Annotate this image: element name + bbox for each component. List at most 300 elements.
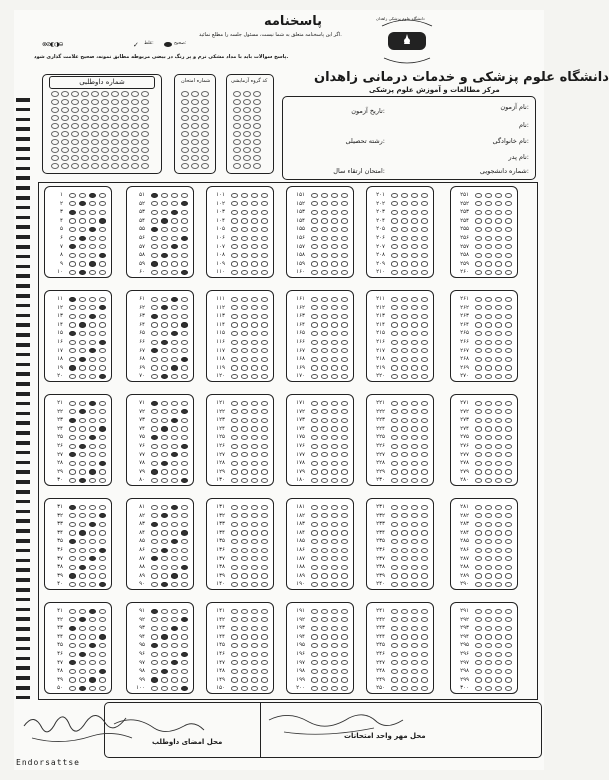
answer-bubble[interactable] xyxy=(391,435,398,440)
answer-bubble[interactable] xyxy=(311,522,318,527)
answer-bubble[interactable] xyxy=(161,686,168,691)
answer-bubble[interactable] xyxy=(411,565,418,570)
answer-bubble[interactable] xyxy=(401,505,408,510)
answer-bubble[interactable] xyxy=(311,444,318,449)
answer-bubble[interactable] xyxy=(171,556,178,561)
answer-bubble[interactable] xyxy=(475,461,482,466)
answer-bubble[interactable] xyxy=(69,617,76,622)
answer-bubble[interactable] xyxy=(89,297,96,302)
answer-bubble[interactable] xyxy=(495,340,502,345)
answer-bubble[interactable] xyxy=(181,340,188,345)
answer-bubble[interactable] xyxy=(505,461,512,466)
answer-bubble[interactable] xyxy=(401,244,408,249)
answer-bubble[interactable] xyxy=(231,634,238,639)
answer-bubble[interactable] xyxy=(99,582,106,587)
answer-bubble[interactable] xyxy=(171,261,178,266)
answer-bubble[interactable] xyxy=(411,331,418,336)
answer-bubble[interactable] xyxy=(161,401,168,406)
id-bubble[interactable] xyxy=(201,147,209,153)
answer-bubble[interactable] xyxy=(331,461,338,466)
answer-bubble[interactable] xyxy=(89,331,96,336)
answer-bubble[interactable] xyxy=(89,314,96,319)
answer-bubble[interactable] xyxy=(251,253,258,258)
id-bubble[interactable] xyxy=(71,163,79,169)
answer-bubble[interactable] xyxy=(99,556,106,561)
answer-bubble[interactable] xyxy=(321,556,328,561)
answer-bubble[interactable] xyxy=(401,218,408,223)
id-bubble[interactable] xyxy=(191,91,199,97)
id-bubble[interactable] xyxy=(91,107,99,113)
answer-bubble[interactable] xyxy=(391,270,398,275)
id-bubble[interactable] xyxy=(91,147,99,153)
answer-bubble[interactable] xyxy=(181,426,188,431)
answer-bubble[interactable] xyxy=(485,573,492,578)
answer-bubble[interactable] xyxy=(261,548,268,553)
answer-bubble[interactable] xyxy=(151,193,158,198)
answer-bubble[interactable] xyxy=(181,677,188,682)
answer-bubble[interactable] xyxy=(151,452,158,457)
answer-bubble[interactable] xyxy=(151,478,158,483)
answer-bubble[interactable] xyxy=(391,297,398,302)
id-bubble[interactable] xyxy=(253,147,261,153)
answer-bubble[interactable] xyxy=(421,444,428,449)
id-bubble[interactable] xyxy=(233,155,241,161)
answer-bubble[interactable] xyxy=(311,652,318,657)
answer-bubble[interactable] xyxy=(321,314,328,319)
answer-bubble[interactable] xyxy=(485,686,492,691)
answer-bubble[interactable] xyxy=(391,548,398,553)
answer-bubble[interactable] xyxy=(341,565,348,570)
answer-bubble[interactable] xyxy=(261,530,268,535)
answer-bubble[interactable] xyxy=(181,643,188,648)
id-bubble[interactable] xyxy=(243,131,251,137)
answer-bubble[interactable] xyxy=(181,218,188,223)
answer-bubble[interactable] xyxy=(171,617,178,622)
answer-bubble[interactable] xyxy=(241,505,248,510)
answer-bubble[interactable] xyxy=(89,522,96,527)
answer-bubble[interactable] xyxy=(331,478,338,483)
answer-bubble[interactable] xyxy=(495,617,502,622)
answer-bubble[interactable] xyxy=(89,452,96,457)
answer-bubble[interactable] xyxy=(331,210,338,215)
answer-bubble[interactable] xyxy=(241,513,248,518)
answer-bubble[interactable] xyxy=(475,253,482,258)
answer-bubble[interactable] xyxy=(251,617,258,622)
answer-bubble[interactable] xyxy=(411,297,418,302)
answer-bubble[interactable] xyxy=(89,253,96,258)
answer-bubble[interactable] xyxy=(411,461,418,466)
answer-bubble[interactable] xyxy=(321,539,328,544)
answer-bubble[interactable] xyxy=(311,236,318,241)
answer-bubble[interactable] xyxy=(391,565,398,570)
answer-bubble[interactable] xyxy=(69,340,76,345)
answer-bubble[interactable] xyxy=(99,270,106,275)
answer-bubble[interactable] xyxy=(251,297,258,302)
id-bubble[interactable] xyxy=(243,123,251,129)
answer-bubble[interactable] xyxy=(151,652,158,657)
answer-bubble[interactable] xyxy=(391,530,398,535)
answer-bubble[interactable] xyxy=(89,548,96,553)
answer-bubble[interactable] xyxy=(421,270,428,275)
answer-bubble[interactable] xyxy=(321,565,328,570)
answer-bubble[interactable] xyxy=(181,626,188,631)
answer-bubble[interactable] xyxy=(331,201,338,206)
answer-bubble[interactable] xyxy=(151,548,158,553)
answer-bubble[interactable] xyxy=(411,305,418,310)
answer-bubble[interactable] xyxy=(485,374,492,379)
answer-bubble[interactable] xyxy=(401,444,408,449)
id-bubble[interactable] xyxy=(253,123,261,129)
answer-bubble[interactable] xyxy=(485,582,492,587)
answer-bubble[interactable] xyxy=(321,573,328,578)
answer-bubble[interactable] xyxy=(331,244,338,249)
id-bubble[interactable] xyxy=(253,107,261,113)
answer-bubble[interactable] xyxy=(251,418,258,423)
answer-bubble[interactable] xyxy=(411,227,418,232)
answer-bubble[interactable] xyxy=(401,322,408,327)
answer-bubble[interactable] xyxy=(505,409,512,414)
answer-bubble[interactable] xyxy=(331,374,338,379)
answer-bubble[interactable] xyxy=(79,609,86,614)
answer-bubble[interactable] xyxy=(421,314,428,319)
answer-bubble[interactable] xyxy=(321,522,328,527)
answer-bubble[interactable] xyxy=(495,409,502,414)
answer-bubble[interactable] xyxy=(261,556,268,561)
answer-bubble[interactable] xyxy=(171,582,178,587)
answer-bubble[interactable] xyxy=(79,340,86,345)
answer-bubble[interactable] xyxy=(251,331,258,336)
answer-bubble[interactable] xyxy=(261,409,268,414)
answer-bubble[interactable] xyxy=(475,522,482,527)
answer-bubble[interactable] xyxy=(99,409,106,414)
answer-bubble[interactable] xyxy=(401,609,408,614)
answer-bubble[interactable] xyxy=(171,357,178,362)
answer-bubble[interactable] xyxy=(475,686,482,691)
answer-bubble[interactable] xyxy=(231,261,238,266)
id-bubble[interactable] xyxy=(101,139,109,145)
answer-bubble[interactable] xyxy=(391,374,398,379)
answer-bubble[interactable] xyxy=(79,469,86,474)
answer-bubble[interactable] xyxy=(421,418,428,423)
answer-bubble[interactable] xyxy=(181,609,188,614)
answer-bubble[interactable] xyxy=(341,478,348,483)
answer-bubble[interactable] xyxy=(401,452,408,457)
answer-bubble[interactable] xyxy=(411,426,418,431)
answer-bubble[interactable] xyxy=(171,478,178,483)
answer-bubble[interactable] xyxy=(485,261,492,266)
answer-bubble[interactable] xyxy=(475,365,482,370)
answer-bubble[interactable] xyxy=(171,297,178,302)
answer-bubble[interactable] xyxy=(341,522,348,527)
answer-bubble[interactable] xyxy=(89,244,96,249)
answer-bubble[interactable] xyxy=(475,236,482,241)
id-bubble[interactable] xyxy=(253,115,261,121)
answer-bubble[interactable] xyxy=(411,522,418,527)
answer-bubble[interactable] xyxy=(171,331,178,336)
answer-bubble[interactable] xyxy=(331,686,338,691)
answer-bubble[interactable] xyxy=(231,626,238,631)
answer-bubble[interactable] xyxy=(331,522,338,527)
answer-bubble[interactable] xyxy=(485,634,492,639)
answer-bubble[interactable] xyxy=(241,478,248,483)
answer-bubble[interactable] xyxy=(89,444,96,449)
answer-bubble[interactable] xyxy=(69,218,76,223)
id-bubble[interactable] xyxy=(243,115,251,121)
answer-bubble[interactable] xyxy=(99,444,106,449)
answer-bubble[interactable] xyxy=(341,435,348,440)
answer-bubble[interactable] xyxy=(241,660,248,665)
answer-bubble[interactable] xyxy=(485,418,492,423)
answer-bubble[interactable] xyxy=(181,348,188,353)
answer-bubble[interactable] xyxy=(391,305,398,310)
answer-bubble[interactable] xyxy=(321,305,328,310)
answer-bubble[interactable] xyxy=(321,418,328,423)
answer-bubble[interactable] xyxy=(171,539,178,544)
answer-bubble[interactable] xyxy=(321,634,328,639)
answer-bubble[interactable] xyxy=(411,236,418,241)
id-bubble[interactable] xyxy=(141,163,149,169)
id-bubble[interactable] xyxy=(71,115,79,121)
answer-bubble[interactable] xyxy=(231,348,238,353)
answer-bubble[interactable] xyxy=(331,452,338,457)
answer-bubble[interactable] xyxy=(321,270,328,275)
answer-bubble[interactable] xyxy=(341,418,348,423)
answer-bubble[interactable] xyxy=(231,418,238,423)
answer-bubble[interactable] xyxy=(241,418,248,423)
answer-bubble[interactable] xyxy=(331,331,338,336)
answer-bubble[interactable] xyxy=(401,331,408,336)
answer-bubble[interactable] xyxy=(475,573,482,578)
id-bubble[interactable] xyxy=(181,91,189,97)
answer-bubble[interactable] xyxy=(421,469,428,474)
answer-bubble[interactable] xyxy=(495,193,502,198)
answer-bubble[interactable] xyxy=(411,478,418,483)
answer-bubble[interactable] xyxy=(311,643,318,648)
answer-bubble[interactable] xyxy=(421,556,428,561)
answer-bubble[interactable] xyxy=(99,565,106,570)
answer-bubble[interactable] xyxy=(341,505,348,510)
answer-bubble[interactable] xyxy=(311,322,318,327)
answer-bubble[interactable] xyxy=(341,469,348,474)
answer-bubble[interactable] xyxy=(99,210,106,215)
answer-bubble[interactable] xyxy=(151,418,158,423)
answer-bubble[interactable] xyxy=(231,322,238,327)
answer-bubble[interactable] xyxy=(505,270,512,275)
answer-bubble[interactable] xyxy=(311,409,318,414)
answer-bubble[interactable] xyxy=(161,426,168,431)
answer-bubble[interactable] xyxy=(321,340,328,345)
id-bubble[interactable] xyxy=(121,123,129,129)
answer-bubble[interactable] xyxy=(311,401,318,406)
answer-bubble[interactable] xyxy=(151,686,158,691)
answer-bubble[interactable] xyxy=(231,227,238,232)
answer-bubble[interactable] xyxy=(421,193,428,198)
answer-bubble[interactable] xyxy=(79,322,86,327)
answer-bubble[interactable] xyxy=(341,556,348,561)
answer-bubble[interactable] xyxy=(181,469,188,474)
answer-bubble[interactable] xyxy=(69,469,76,474)
answer-bubble[interactable] xyxy=(89,478,96,483)
answer-bubble[interactable] xyxy=(391,461,398,466)
answer-bubble[interactable] xyxy=(151,409,158,414)
answer-bubble[interactable] xyxy=(241,297,248,302)
answer-bubble[interactable] xyxy=(231,218,238,223)
answer-bubble[interactable] xyxy=(79,582,86,587)
answer-bubble[interactable] xyxy=(495,236,502,241)
answer-bubble[interactable] xyxy=(251,452,258,457)
answer-bubble[interactable] xyxy=(181,573,188,578)
answer-bubble[interactable] xyxy=(391,660,398,665)
answer-bubble[interactable] xyxy=(261,686,268,691)
answer-bubble[interactable] xyxy=(89,609,96,614)
id-bubble[interactable] xyxy=(101,99,109,105)
answer-bubble[interactable] xyxy=(311,548,318,553)
answer-bubble[interactable] xyxy=(251,261,258,266)
answer-bubble[interactable] xyxy=(89,582,96,587)
answer-bubble[interactable] xyxy=(311,686,318,691)
answer-bubble[interactable] xyxy=(99,365,106,370)
answer-bubble[interactable] xyxy=(505,193,512,198)
answer-bubble[interactable] xyxy=(261,609,268,614)
answer-bubble[interactable] xyxy=(321,218,328,223)
answer-bubble[interactable] xyxy=(231,609,238,614)
answer-bubble[interactable] xyxy=(391,573,398,578)
answer-bubble[interactable] xyxy=(161,227,168,232)
answer-bubble[interactable] xyxy=(151,539,158,544)
id-bubble[interactable] xyxy=(201,91,209,97)
answer-bubble[interactable] xyxy=(421,626,428,631)
answer-bubble[interactable] xyxy=(421,548,428,553)
answer-bubble[interactable] xyxy=(401,253,408,258)
answer-bubble[interactable] xyxy=(161,513,168,518)
answer-bubble[interactable] xyxy=(505,305,512,310)
answer-bubble[interactable] xyxy=(171,365,178,370)
answer-bubble[interactable] xyxy=(505,660,512,665)
answer-bubble[interactable] xyxy=(89,669,96,674)
answer-bubble[interactable] xyxy=(89,322,96,327)
answer-bubble[interactable] xyxy=(241,530,248,535)
answer-bubble[interactable] xyxy=(79,331,86,336)
answer-bubble[interactable] xyxy=(391,357,398,362)
answer-bubble[interactable] xyxy=(69,565,76,570)
answer-bubble[interactable] xyxy=(495,201,502,206)
answer-bubble[interactable] xyxy=(151,609,158,614)
answer-bubble[interactable] xyxy=(411,261,418,266)
answer-bubble[interactable] xyxy=(251,348,258,353)
answer-bubble[interactable] xyxy=(69,401,76,406)
answer-bubble[interactable] xyxy=(181,669,188,674)
answer-bubble[interactable] xyxy=(69,539,76,544)
answer-bubble[interactable] xyxy=(411,530,418,535)
answer-bubble[interactable] xyxy=(391,244,398,249)
answer-bubble[interactable] xyxy=(311,340,318,345)
answer-bubble[interactable] xyxy=(485,401,492,406)
answer-bubble[interactable] xyxy=(171,660,178,665)
answer-bubble[interactable] xyxy=(505,401,512,406)
answer-bubble[interactable] xyxy=(171,626,178,631)
id-bubble[interactable] xyxy=(111,155,119,161)
answer-bubble[interactable] xyxy=(311,253,318,258)
answer-bubble[interactable] xyxy=(79,253,86,258)
answer-bubble[interactable] xyxy=(331,261,338,266)
answer-bubble[interactable] xyxy=(251,218,258,223)
answer-bubble[interactable] xyxy=(151,365,158,370)
answer-bubble[interactable] xyxy=(485,270,492,275)
answer-bubble[interactable] xyxy=(261,461,268,466)
answer-bubble[interactable] xyxy=(171,418,178,423)
id-bubble[interactable] xyxy=(243,99,251,105)
answer-bubble[interactable] xyxy=(331,582,338,587)
answer-bubble[interactable] xyxy=(231,435,238,440)
id-bubble[interactable] xyxy=(243,163,251,169)
answer-bubble[interactable] xyxy=(411,634,418,639)
answer-bubble[interactable] xyxy=(505,643,512,648)
answer-bubble[interactable] xyxy=(495,573,502,578)
answer-bubble[interactable] xyxy=(241,677,248,682)
answer-bubble[interactable] xyxy=(331,314,338,319)
answer-bubble[interactable] xyxy=(261,626,268,631)
answer-bubble[interactable] xyxy=(421,340,428,345)
answer-bubble[interactable] xyxy=(241,556,248,561)
id-bubble[interactable] xyxy=(61,107,69,113)
answer-bubble[interactable] xyxy=(261,322,268,327)
answer-bubble[interactable] xyxy=(181,253,188,258)
answer-bubble[interactable] xyxy=(79,522,86,527)
answer-bubble[interactable] xyxy=(261,348,268,353)
answer-bubble[interactable] xyxy=(231,253,238,258)
id-bubble[interactable] xyxy=(51,107,59,113)
answer-bubble[interactable] xyxy=(171,548,178,553)
answer-bubble[interactable] xyxy=(181,193,188,198)
answer-bubble[interactable] xyxy=(391,686,398,691)
answer-bubble[interactable] xyxy=(411,365,418,370)
answer-bubble[interactable] xyxy=(251,643,258,648)
id-bubble[interactable] xyxy=(121,139,129,145)
answer-bubble[interactable] xyxy=(151,634,158,639)
answer-bubble[interactable] xyxy=(181,686,188,691)
id-bubble[interactable] xyxy=(81,147,89,153)
answer-bubble[interactable] xyxy=(89,227,96,232)
answer-bubble[interactable] xyxy=(99,340,106,345)
answer-bubble[interactable] xyxy=(231,565,238,570)
answer-bubble[interactable] xyxy=(485,556,492,561)
answer-bubble[interactable] xyxy=(171,409,178,414)
exam-number-grid[interactable] xyxy=(181,91,211,169)
answer-bubble[interactable] xyxy=(181,401,188,406)
answer-bubble[interactable] xyxy=(261,314,268,319)
answer-bubble[interactable] xyxy=(321,548,328,553)
answer-bubble[interactable] xyxy=(251,270,258,275)
answer-bubble[interactable] xyxy=(485,478,492,483)
answer-bubble[interactable] xyxy=(475,305,482,310)
id-bubble[interactable] xyxy=(61,99,69,105)
answer-bubble[interactable] xyxy=(505,297,512,302)
answer-bubble[interactable] xyxy=(171,236,178,241)
answer-bubble[interactable] xyxy=(161,244,168,249)
answer-bubble[interactable] xyxy=(505,634,512,639)
answer-bubble[interactable] xyxy=(341,270,348,275)
answer-bubble[interactable] xyxy=(495,582,502,587)
answer-bubble[interactable] xyxy=(331,270,338,275)
answer-bubble[interactable] xyxy=(251,201,258,206)
answer-bubble[interactable] xyxy=(99,573,106,578)
answer-bubble[interactable] xyxy=(181,660,188,665)
answer-bubble[interactable] xyxy=(171,401,178,406)
answer-bubble[interactable] xyxy=(151,626,158,631)
id-bubble[interactable] xyxy=(181,123,189,129)
answer-bubble[interactable] xyxy=(79,426,86,431)
id-bubble[interactable] xyxy=(243,147,251,153)
